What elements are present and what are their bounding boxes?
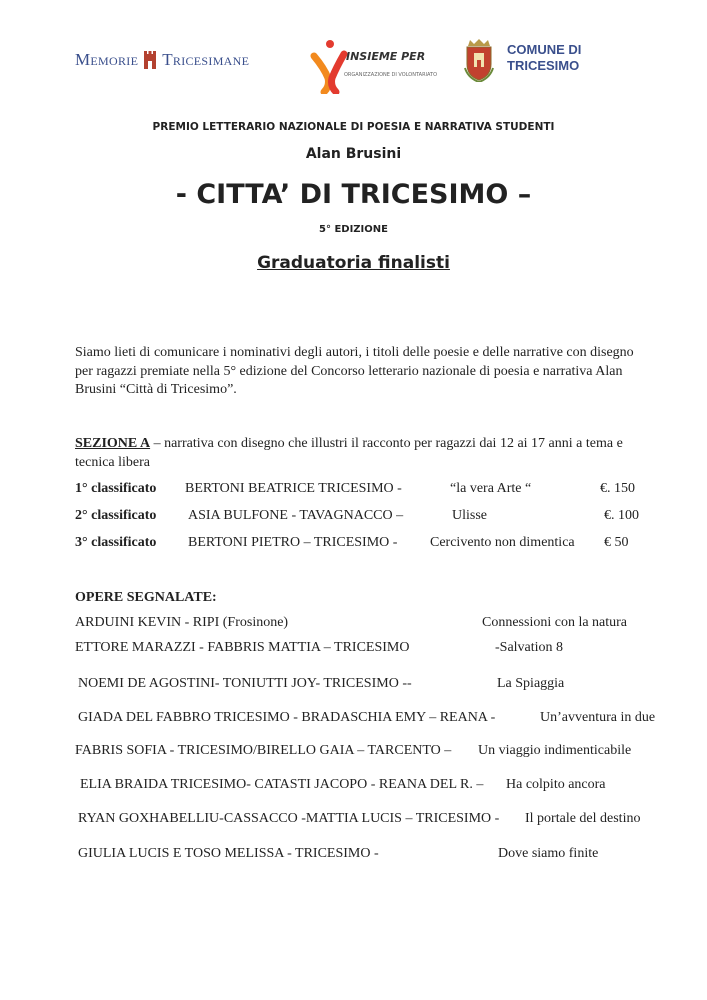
rank-3-prize: € 50 [604, 535, 629, 550]
rank-3-name: BERTONI PIETRO – TRICESIMO - [188, 535, 398, 550]
opera-8-work: Dove siamo finite [498, 846, 599, 861]
tower-icon [143, 51, 157, 69]
comune-crest-icon [464, 38, 494, 82]
opera-7-authors: RYAN GOXHABELLIU-CASSACCO -MATTIA LUCIS – TRICESIMO - [78, 811, 500, 826]
rank-2-name: ASIA BULFONE - TAVAGNACCO – [188, 508, 404, 523]
insieme-figure-icon [310, 38, 350, 94]
rank-3-title: Cercivento non dimentica [430, 535, 575, 550]
insieme-per-logo [310, 38, 438, 94]
opera-1-work: Connessioni con la natura [482, 615, 628, 630]
opera-5-authors: FABRIS SOFIA - TRICESIMO/BIRELLO GAIA – TARCENTO – [75, 743, 452, 758]
edition-label: 5° EDIZIONE [319, 224, 388, 235]
rank-1-title: “la vera Arte “ [450, 481, 532, 496]
premio-title: PREMIO LETTERARIO NAZIONALE DI POESIA E NARRATIVA STUDENTI [152, 121, 555, 133]
citta-heading: - CITTA’ DI TRICESIMO – [175, 179, 532, 210]
sezione-label: SEZIONE A [75, 436, 151, 451]
opera-2-authors: ETTORE MARAZZI - FABBRIS MATTIA – TRICESIMO [75, 640, 410, 655]
sezione-a-description [75, 435, 645, 472]
memorie-tricesimane-logo [75, 50, 249, 70]
opere-segnalate-title: OPERE SEGNALATE: [75, 590, 217, 605]
comune-di-tricesimo-label [507, 42, 581, 74]
rank-3-label: 3° classificato [75, 535, 157, 550]
graduatoria-heading: Graduatoria finalisti [257, 253, 450, 273]
rank-1-label: 1° classificato [75, 481, 157, 496]
rank-2-label: 2° classificato [75, 508, 157, 523]
comune-line2: TRICESIMO [507, 58, 580, 73]
rank-2-title: Ulisse [452, 508, 487, 523]
insieme-logo-subtext: ORGANIZZAZIONE DI VOLONTARIATO [344, 72, 438, 78]
opera-5-work: Un viaggio indimenticabile [478, 743, 632, 758]
rank-1-prize: €. 150 [600, 481, 635, 496]
opera-3-authors: NOEMI DE AGOSTINI- TONIUTTI JOY- TRICESIMO -- [78, 676, 412, 691]
author-name: Alan Brusini [305, 146, 402, 162]
opera-3-work: La Spiaggia [497, 676, 565, 691]
opera-6-authors: ELIA BRAIDA TRICESIMO- CATASTI JACOPO - REANA DEL R. – [80, 777, 484, 792]
insieme-logo-text: INSIEME PER [346, 50, 426, 63]
rank-2-prize: €. 100 [604, 508, 639, 523]
opera-6-work: Ha colpito ancora [506, 777, 606, 792]
opera-1-authors: ARDUINI KEVIN - RIPI (Frosinone) [75, 615, 289, 630]
memorie-left-text: Memorie [75, 50, 139, 69]
memorie-right-text: Tricesimane [162, 50, 250, 69]
sezione-text: – narrativa con disegno che illustri il racconto per ragazzi dai 12 ai 17 anni a tema e tecnica libera [75, 436, 623, 470]
opera-4-authors: GIADA DEL FABBRO TRICESIMO - BRADASCHIA EMY – REANA - [78, 710, 496, 725]
comune-line1: COMUNE DI [507, 42, 582, 57]
opera-7-work: Il portale del destino [525, 811, 641, 826]
intro-paragraph: Siamo lieti di comunicare i nominativi degli autori, i titoli delle poesie e delle narrative con disegno per ragazzi premiate nella 5° edizione del Concorso letterario nazionale di poesia e narrativa Alan Brusini “Città di Tricesimo”. [75, 345, 634, 397]
opera-2-work: -Salvation 8 [495, 640, 564, 655]
opera-4-work: Un’avventura in due [540, 710, 656, 725]
opera-8-authors: GIULIA LUCIS E TOSO MELISSA - TRICESIMO - [78, 846, 379, 861]
rank-1-name: BERTONI BEATRICE TRICESIMO - [185, 481, 402, 496]
